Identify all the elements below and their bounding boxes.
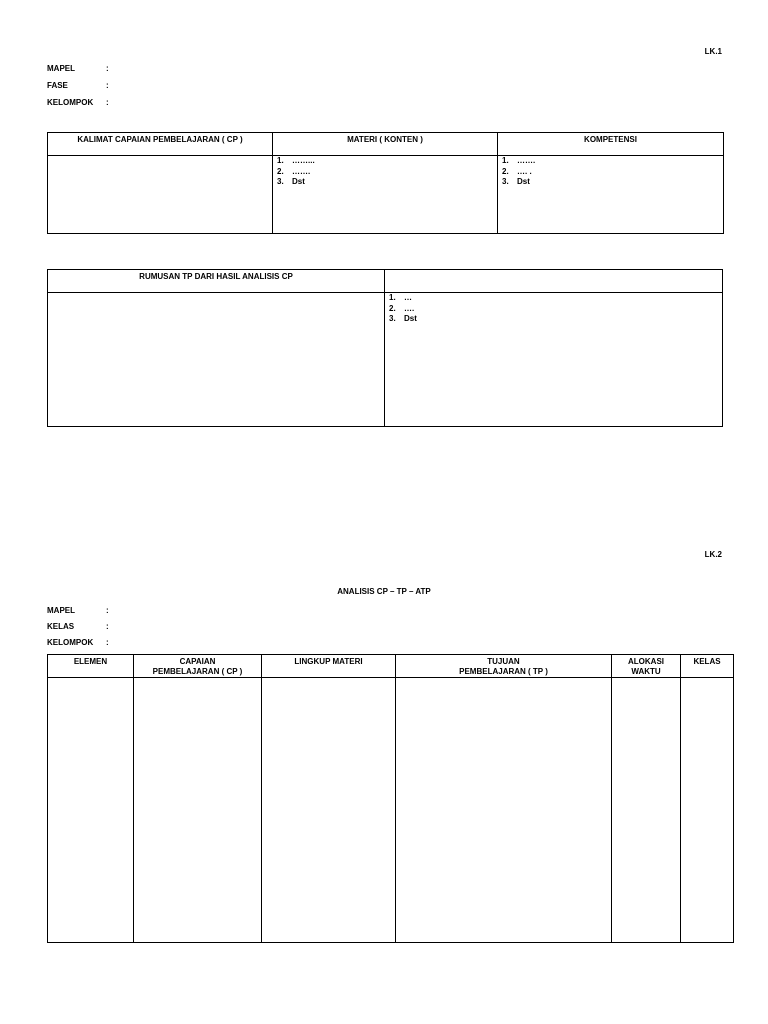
elemen-cell[interactable]: [48, 678, 134, 943]
alokasi-waktu-cell[interactable]: [612, 678, 681, 943]
header-capaian: CAPAIAN PEMBELAJARAN ( CP ): [134, 655, 262, 678]
kompetensi-list: [498, 156, 723, 188]
list-item: 1. …: [389, 293, 412, 302]
rumusan-tp-table: [47, 269, 723, 427]
header-kompetensi: KOMPETENSI: [498, 133, 724, 156]
page-title: ANALISIS CP – TP – ATP: [337, 587, 431, 596]
kelompok-label: KELOMPOK: [47, 98, 94, 107]
lk1-label: LK.1: [704, 47, 722, 56]
list-item: 3. Dst: [389, 314, 417, 323]
header-kelas: KELAS: [681, 655, 734, 678]
lingkup-materi-cell[interactable]: [262, 678, 396, 943]
lk2-label: LK.2: [704, 550, 722, 559]
header-alokasi-waktu: ALOKASI WAKTU: [612, 655, 681, 678]
kelas-colon: :: [106, 622, 109, 631]
materi-list: [273, 156, 497, 188]
rumusan-list: [385, 293, 722, 325]
atp-table: [47, 654, 734, 943]
header-rumusan-tp: RUMUSAN TP DARI HASIL ANALISIS CP: [48, 270, 385, 293]
list-item: 1. ……...: [277, 156, 315, 165]
list-item: 3. Dst: [277, 177, 305, 186]
kelas-cell[interactable]: [681, 678, 734, 943]
header-lingkup-materi: LINGKUP MATERI: [262, 655, 396, 678]
tujuan-cell[interactable]: [396, 678, 612, 943]
capaian-cell[interactable]: [134, 678, 262, 943]
list-item: 3. Dst: [502, 177, 530, 186]
kompetensi-cell[interactable]: [498, 156, 724, 234]
mapel-colon: :: [106, 64, 109, 73]
header-kalimat-cp: KALIMAT CAPAIAN PEMBELAJARAN ( CP ): [48, 133, 273, 156]
kalimat-cp-cell[interactable]: [48, 156, 273, 234]
rumusan-list-cell[interactable]: [385, 293, 723, 427]
cp-analysis-table: [47, 132, 724, 234]
fase-label: FASE: [47, 81, 68, 90]
kelompok-colon: :: [106, 638, 109, 647]
list-item: 2. ….: [389, 303, 415, 313]
list-item: 2. …. .: [502, 166, 532, 176]
kelas-label: KELAS: [47, 622, 75, 631]
list-item: 2. …….: [277, 166, 311, 176]
table-row: [48, 678, 734, 943]
rumusan-tp-cell[interactable]: [48, 293, 385, 427]
mapel-label: MAPEL: [47, 606, 75, 615]
mapel-label: MAPEL: [47, 64, 75, 73]
header-elemen: ELEMEN: [48, 655, 134, 678]
mapel-colon: :: [106, 606, 109, 615]
header-tujuan: TUJUAN PEMBELAJARAN ( TP ): [396, 655, 612, 678]
materi-cell[interactable]: [273, 156, 498, 234]
kelompok-label: KELOMPOK: [47, 638, 94, 647]
kelompok-colon: :: [106, 98, 109, 107]
header-blank: [385, 270, 723, 293]
list-item: 1. …….: [502, 156, 536, 165]
fase-colon: :: [106, 81, 109, 90]
header-materi: MATERI ( KONTEN ): [273, 133, 498, 156]
